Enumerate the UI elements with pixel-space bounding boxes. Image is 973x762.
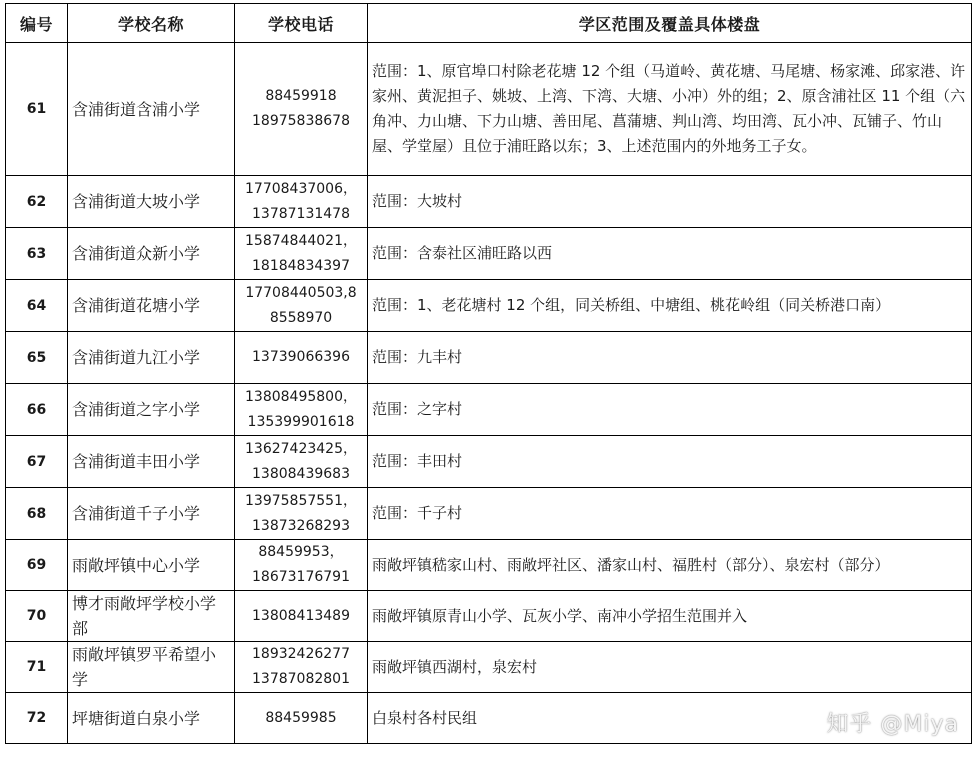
header-school-phone: 学校电话 xyxy=(235,4,368,43)
phone-line: 135399901618 xyxy=(247,413,355,430)
phone-line: 88459953， xyxy=(258,544,344,560)
zone-range: 范围：丰田村 xyxy=(368,436,972,488)
school-name: 含浦街道含浦小学 xyxy=(68,43,235,176)
zone-range: 范围：千子村 xyxy=(368,488,972,540)
table-row xyxy=(6,332,972,384)
row-number: 62 xyxy=(6,176,68,228)
school-phone xyxy=(235,591,368,642)
table-row xyxy=(6,280,972,332)
row-number: 67 xyxy=(6,436,68,488)
school-phone xyxy=(235,642,368,693)
school-name: 含浦街道大坡小学 xyxy=(68,176,235,228)
phone-line: 13975857551， xyxy=(245,492,357,509)
zone-range: 范围：之字村 xyxy=(368,384,972,436)
school-name: 坪塘街道白泉小学 xyxy=(68,693,235,744)
zone-range: 雨敞坪镇原青山小学、瓦灰小学、南冲小学招生范围并入 xyxy=(368,591,972,642)
table-row xyxy=(6,642,972,693)
zone-range: 范围：1、老花塘村 12 个组，同关桥组、中塘组、桃花岭组（同关桥港口南） xyxy=(368,280,972,332)
phone-line: 13627423425， xyxy=(245,440,357,457)
table-row xyxy=(6,384,972,436)
phone-line: 13873268293 xyxy=(252,517,350,534)
phone-line: 18932426277 xyxy=(252,646,350,662)
school-phone xyxy=(235,436,368,488)
school-name: 含浦街道花塘小学 xyxy=(68,280,235,332)
phone-line: 18673176791 xyxy=(252,569,350,585)
school-name: 含浦街道九江小学 xyxy=(68,332,235,384)
school-phone xyxy=(235,332,368,384)
school-zone-table xyxy=(5,3,972,744)
zone-range: 范围：1、原官埠口村除老花塘 12 个组（马道岭、黄花塘、马尾塘、杨家滩、邱家港、许家州、黄泥担子、姚坡、上湾、下湾、大塘、小冲）外的组；2、原含浦社区 11 个组（六角冲、力山塘、下力山塘、善田尾、菖蒲塘、判山湾、均田湾、瓦小冲、瓦铺子、竹山屋、学堂屋）且位于浦旺路以东；3、上述范围内的外地务工子女。 xyxy=(368,43,972,176)
phone-line: 18184834397 xyxy=(252,257,350,274)
table-row xyxy=(6,540,972,591)
zone-range: 范围：含泰社区浦旺路以西 xyxy=(368,228,972,280)
school-phone xyxy=(235,228,368,280)
phone-line: 15874844021， xyxy=(245,232,357,249)
phone-line: 88459918 xyxy=(265,88,337,104)
phone-line: 13787131478 xyxy=(252,205,350,222)
school-phone xyxy=(235,693,368,744)
phone-line: 18975838678 xyxy=(252,113,350,129)
school-phone xyxy=(235,176,368,228)
zone-range: 范围：大坡村 xyxy=(368,176,972,228)
phone-line: 13808495800， xyxy=(245,388,357,405)
school-name: 雨敞坪镇中心小学 xyxy=(68,540,235,591)
table-row xyxy=(6,228,972,280)
phone-line: 17708440503,8 xyxy=(245,284,357,301)
school-name: 含浦街道众新小学 xyxy=(68,228,235,280)
phone-line: 88459985 xyxy=(265,709,337,726)
zhihu-watermark: 知乎 @Miya xyxy=(826,712,959,737)
school-name: 含浦街道丰田小学 xyxy=(68,436,235,488)
zone-range: 雨敞坪镇西湖村，泉宏村 xyxy=(368,642,972,693)
phone-line: 8558970 xyxy=(269,309,333,326)
school-name: 博才雨敞坪学校小学部 xyxy=(68,591,235,642)
row-number: 64 xyxy=(6,280,68,332)
row-number: 65 xyxy=(6,332,68,384)
phone-line: 13739066396 xyxy=(252,349,350,365)
school-phone xyxy=(235,540,368,591)
row-number: 71 xyxy=(6,642,68,693)
school-phone xyxy=(235,43,368,176)
phone-line: 17708437006， xyxy=(245,180,357,197)
zone-range: 雨敞坪镇嵇家山村、雨敞坪社区、潘家山村、福胜村（部分）、泉宏村（部分） xyxy=(368,540,972,591)
zone-range: 白泉村各村民组 xyxy=(368,693,972,744)
row-number: 68 xyxy=(6,488,68,540)
row-number: 70 xyxy=(6,591,68,642)
phone-line: 13808439683 xyxy=(252,465,350,482)
row-number: 66 xyxy=(6,384,68,436)
row-number: 72 xyxy=(6,693,68,744)
school-phone xyxy=(235,280,368,332)
zone-range: 范围：九丰村 xyxy=(368,332,972,384)
school-name: 含浦街道之字小学 xyxy=(68,384,235,436)
table-row xyxy=(6,43,972,176)
row-number: 63 xyxy=(6,228,68,280)
school-name: 雨敞坪镇罗平希望小学 xyxy=(68,642,235,693)
header-school-name: 学校名称 xyxy=(68,4,235,43)
table-row xyxy=(6,176,972,228)
row-number: 69 xyxy=(6,540,68,591)
table-row xyxy=(6,488,972,540)
phone-line: 13808413489 xyxy=(252,607,350,624)
phone-line: 13787082801 xyxy=(252,671,350,687)
header-number: 编号 xyxy=(6,4,68,43)
school-phone xyxy=(235,488,368,540)
school-phone xyxy=(235,384,368,436)
header-row xyxy=(6,4,972,43)
header-zone-range: 学区范围及覆盖具体楼盘 xyxy=(368,4,972,43)
school-name: 含浦街道千子小学 xyxy=(68,488,235,540)
table-row xyxy=(6,436,972,488)
table-row xyxy=(6,591,972,642)
row-number: 61 xyxy=(6,43,68,176)
